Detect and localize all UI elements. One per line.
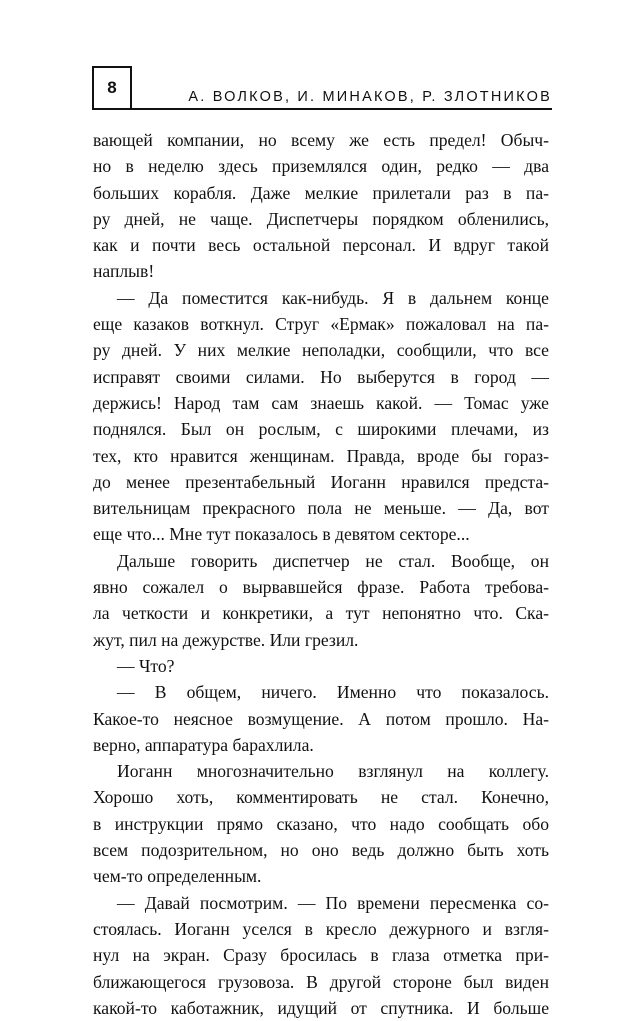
text-line: ру дней, не чаще. Диспетчеры порядком обленились, — [93, 208, 549, 229]
text-line: — В общем, ничего. Именно что показалось. — [117, 682, 549, 703]
text-line: как и почти весь остальной персонал. И вдруг такой — [93, 235, 549, 256]
text-line: стоялась. Иоганн уселся в кресло дежурного и взгля- — [93, 918, 549, 939]
page-header — [92, 66, 552, 110]
body-text — [93, 127, 549, 1021]
text-line: еще казаков воткнул. Струг «Ермак» пожаловал на па- — [93, 314, 549, 335]
text-line: — Да поместится как-нибудь. Я в дальнем конце — [117, 287, 549, 308]
text-line: в инструкции прямо сказано, что надо сообщать обо — [93, 813, 549, 834]
text-line: Иоганн многозначительно взглянул на коллегу. — [117, 761, 549, 782]
text-line: всем подозрительном, но оно ведь должно быть хоть — [93, 840, 549, 861]
text-line: но в неделю здесь приземлялся один, редко — два — [93, 156, 549, 177]
text-line: держись! Народ там сам знаешь какой. — Томас уже — [93, 392, 549, 413]
text-line: — Что? — [117, 655, 175, 676]
text-line: верно, аппаратура барахлила. — [93, 734, 314, 755]
page-number: 8 — [92, 66, 132, 110]
text-line: Дальше говорить диспетчер не стал. Вообще, он — [117, 550, 549, 571]
text-line: жут, пил на дежурстве. Или грезил. — [93, 629, 359, 650]
text-line: Хорошо хоть, комментировать не стал. Конечно, — [93, 787, 549, 808]
text-line: больших корабля. Даже мелкие прилетали раз в па- — [93, 182, 549, 203]
text-line: чем-то определенным. — [93, 866, 262, 887]
text-line: ру дней. У них мелкие неполадки, сообщили, что все — [93, 340, 549, 361]
text-line: какой-то каботажник, идущий от спутника. И больше — [93, 997, 549, 1018]
text-line: тех, кто нравится женщинам. Правда, вроде бы горaз- — [93, 445, 549, 466]
running-head: А. ВОЛКОВ, И. МИНАКОВ, Р. ЗЛОТНИКОВ — [132, 89, 552, 110]
text-line: поднялся. Был он рослым, с широкими плечами, из — [93, 419, 549, 440]
text-line: исправят своими силами. Но выберутся в город — — [93, 366, 549, 387]
text-line: нул на экран. Сразу бросилась в глаза отметка при- — [93, 945, 549, 966]
text-line: ла четкости и конкретики, а тут непонятно что. Ска- — [93, 603, 549, 624]
text-line: еще что... Мне тут показалось в девятом секторе... — [93, 524, 470, 545]
text-line: ближающегося грузовоза. В другой стороне был виден — [93, 971, 549, 992]
text-line: — Давай посмотрим. — По времени пересменка со- — [117, 892, 549, 913]
text-line: Какое-то неясное возмущение. А потом прошло. На- — [93, 708, 549, 729]
text-line: вительницам прекрасного пола не меньше. — Да, вот — [93, 498, 549, 519]
text-line: до менее презентабельный Иоганн нравился предста- — [93, 471, 549, 492]
text-line: вающей компании, но всему же есть предел! Обыч- — [93, 130, 549, 150]
text-line: явно сожалел о вырвавшейся фразе. Работа требова- — [93, 577, 549, 598]
text-line: наплыв! — [93, 261, 155, 282]
